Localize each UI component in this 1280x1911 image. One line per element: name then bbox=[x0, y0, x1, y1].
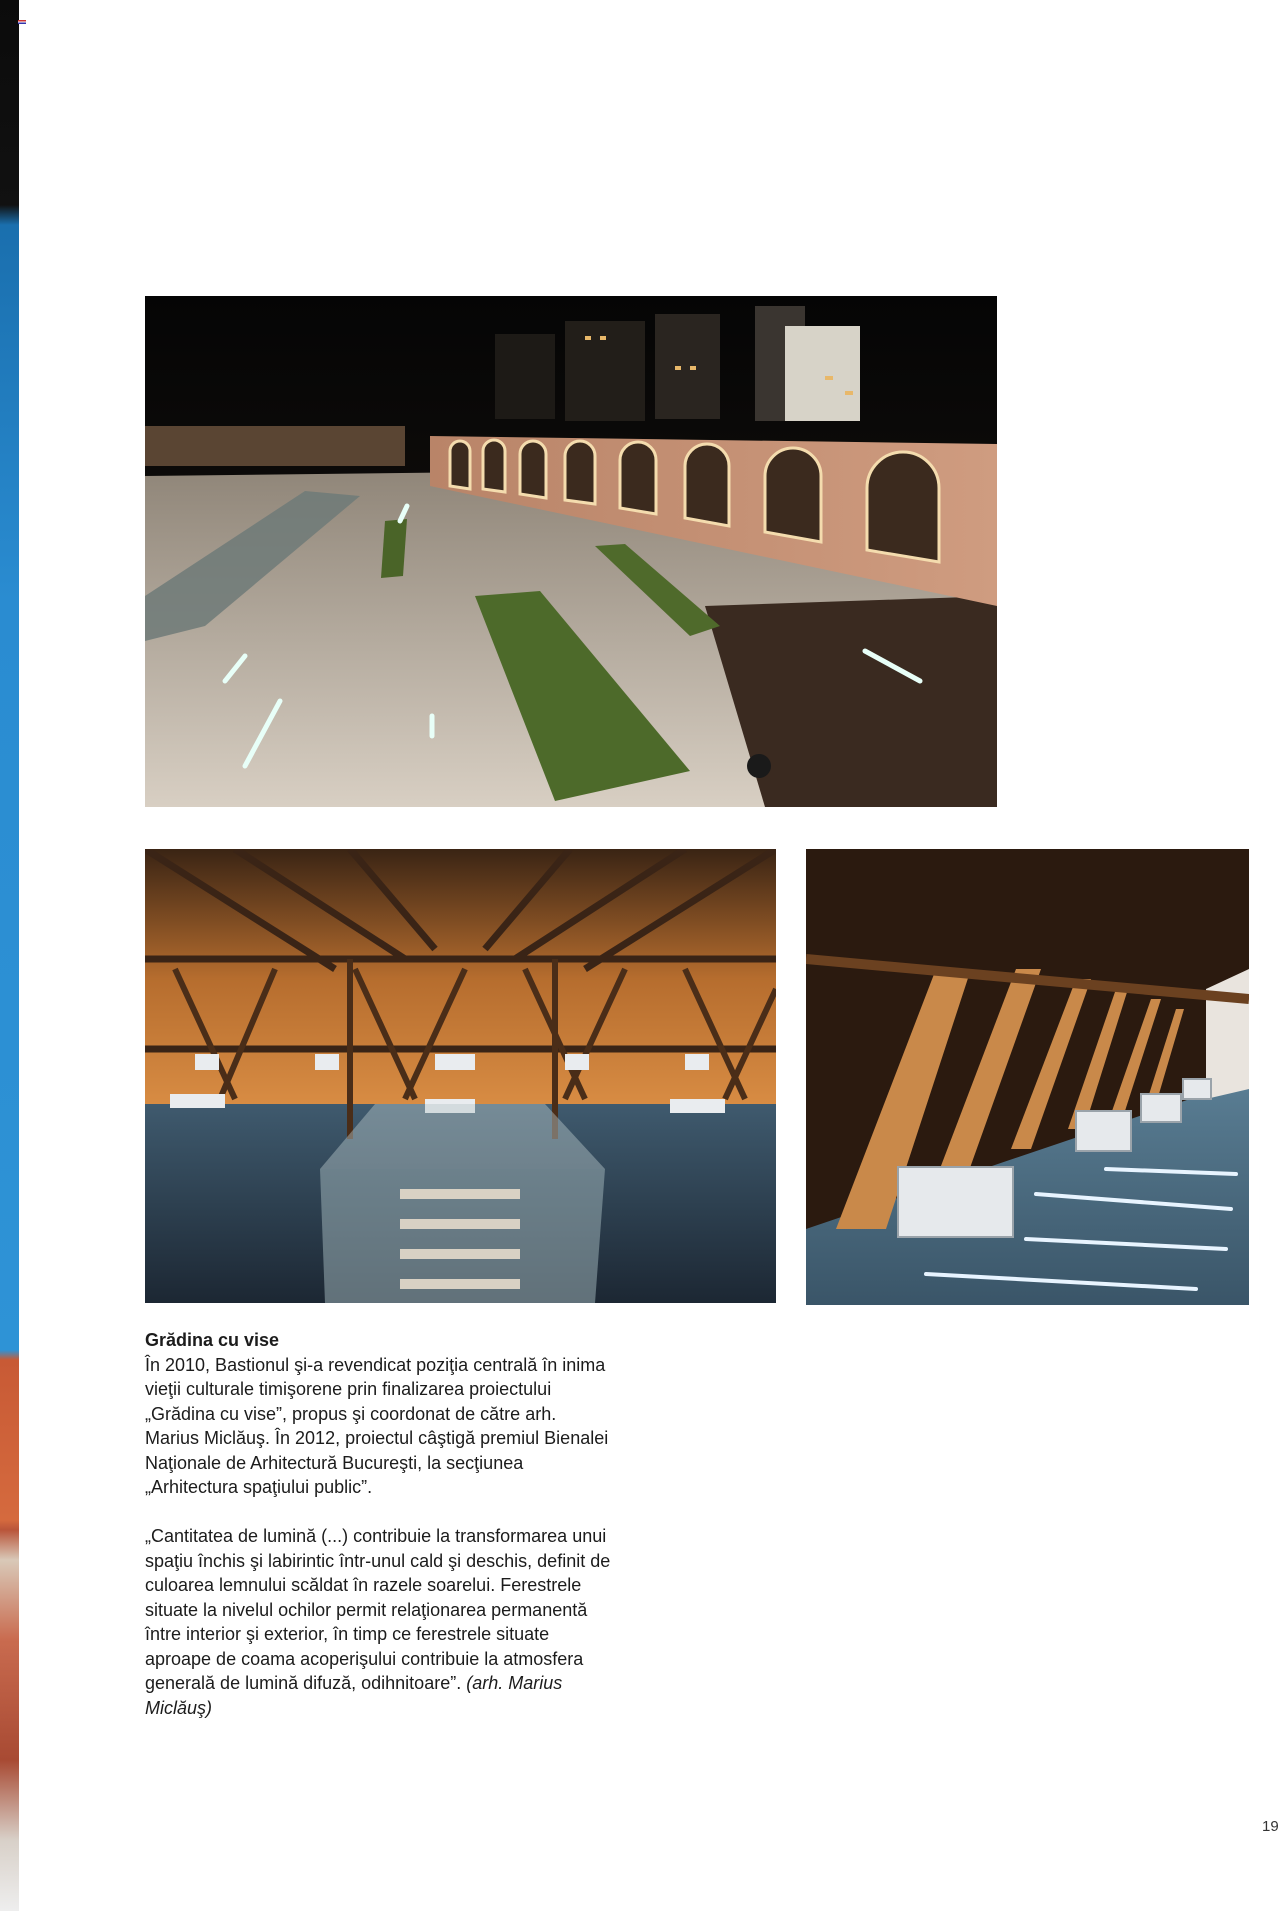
attic-hall-photo bbox=[145, 849, 776, 1303]
article-paragraph: În 2010, Bastionul şi-a revendicat poziţia centrală în inima vieţii culturale timişorene prin finalizarea proiectului „Grădina cu vise”, propus şi coordonat de către arh. Marius Miclăuş. În 2012, proiectul câştigă premiul Bienalei Naţionale de Arhitectură Bucureşti, la secţiunea „Arhitectura spaţiului public”. bbox=[145, 1354, 609, 1497]
article-text bbox=[145, 1328, 615, 1720]
courtyard-night-photo bbox=[145, 296, 997, 807]
quote-attribution: (arh. Marius Miclăuş) bbox=[145, 1673, 563, 1718]
attic-benches-photo bbox=[806, 849, 1249, 1305]
flag-mark-icon bbox=[18, 20, 26, 24]
page-number: 19 bbox=[1262, 1818, 1279, 1835]
adjacent-page-edge bbox=[0, 0, 19, 1911]
article-quote bbox=[145, 1524, 615, 1720]
quote-text: „Cantitatea de lumină (...) contribuie la transformarea unui spaţiu închis şi labirintic într-unul cald şi deschis, definit de culoarea lemnului scăldat în razele soarelui. Ferestrele situate la nivelul ochilor permit relaţionarea permanentă între interior şi exterior, în timp ce ferestrele situate aproape de coama acoperişului contribuie la atmosfera generală de lumină difuză, odihnitoare”. bbox=[145, 1526, 611, 1693]
article-heading: Grădina cu vise bbox=[145, 1330, 280, 1350]
